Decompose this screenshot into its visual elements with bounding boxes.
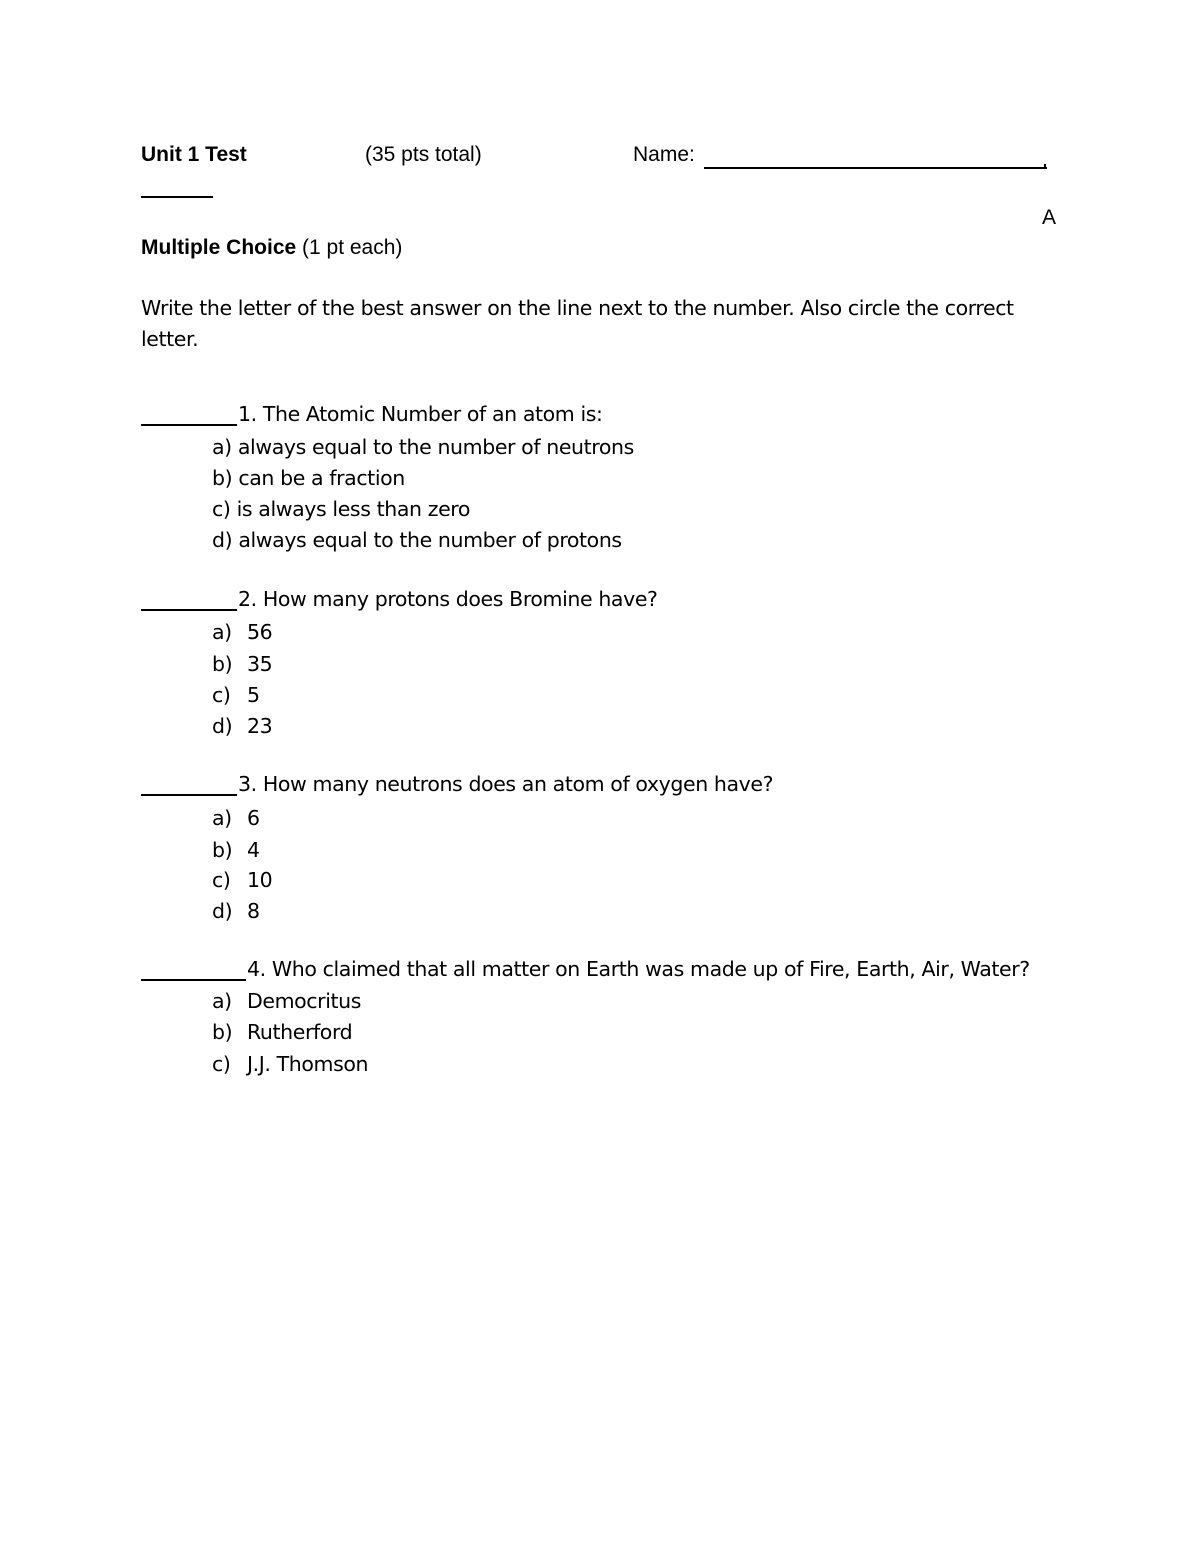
option-label: b) [212, 466, 233, 490]
option-label: b) [212, 838, 233, 862]
option-text: 10 [247, 868, 273, 892]
header-continuation-line [141, 196, 213, 198]
answer-line-q3[interactable] [143, 794, 237, 796]
section-heading [141, 236, 402, 260]
question-number: 2 [238, 587, 251, 611]
question-text: How many protons does Bromine have? [262, 587, 658, 611]
question-1: 1. The Atomic Number of an atom is: [238, 402, 603, 426]
q2-option-b[interactable] [212, 652, 272, 676]
answer-line-q1[interactable] [143, 424, 237, 426]
name-answer-line[interactable] [704, 167, 1047, 169]
name-line-dot [1044, 164, 1046, 167]
question-text: Who claimed that all matter on Earth was made up of Fire, Earth, Air, Water? [271, 957, 1030, 981]
option-label: b) [212, 1020, 233, 1044]
instructions-line-1: Write the letter of the best answer on the line next to the number. Also circle the correct [141, 296, 1014, 320]
q1-option-d[interactable] [212, 528, 622, 552]
question-number: 4 [247, 957, 260, 981]
q4-option-c[interactable] [212, 1052, 368, 1076]
option-text: is always less than zero [236, 497, 470, 521]
q1-option-b[interactable] [212, 466, 405, 490]
total-points: (35 pts total) [365, 143, 482, 166]
section-title: Multiple Choice [141, 236, 297, 259]
option-text: 5 [247, 683, 260, 707]
option-label: a) [212, 620, 232, 644]
option-text: always equal to the number of neutrons [237, 435, 634, 459]
option-label: c) [212, 497, 231, 521]
instructions-line-2: letter. [141, 327, 199, 351]
q3-option-c[interactable] [212, 868, 272, 892]
q4-option-b[interactable] [212, 1020, 352, 1044]
option-label: d) [212, 714, 233, 738]
option-label: b) [212, 652, 233, 676]
q1-option-c[interactable] [212, 497, 470, 521]
question-3: 3. How many neutrons does an atom of oxygen have? [238, 772, 774, 796]
version-letter: A [1042, 206, 1057, 229]
option-text: 8 [247, 899, 260, 923]
answer-line-q4[interactable] [143, 979, 246, 981]
question-number: 3 [238, 772, 251, 796]
question-text: The Atomic Number of an atom is: [262, 402, 603, 426]
option-text: 35 [247, 652, 273, 676]
test-title: Unit 1 Test [141, 143, 247, 166]
option-text: 56 [247, 620, 273, 644]
option-label: a) [212, 435, 232, 459]
q3-option-b[interactable] [212, 838, 260, 862]
q3-option-d[interactable] [212, 899, 260, 923]
option-text: can be a fraction [238, 466, 405, 490]
option-text: 6 [247, 806, 260, 830]
option-label: d) [212, 528, 233, 552]
q3-option-a[interactable] [212, 806, 260, 830]
option-text: always equal to the number of protons [238, 528, 622, 552]
q2-option-a[interactable] [212, 620, 272, 644]
answer-line-q2[interactable] [143, 609, 237, 611]
q1-option-a[interactable] [212, 435, 634, 459]
option-text: Democritus [247, 989, 362, 1013]
option-text: J.J. Thomson [247, 1052, 369, 1076]
question-2: 2. How many protons does Bromine have? [238, 587, 658, 611]
name-label: Name: [633, 143, 695, 166]
option-label: c) [212, 683, 231, 707]
q4-option-a[interactable] [212, 989, 361, 1013]
option-label: a) [212, 989, 232, 1013]
q2-option-d[interactable] [212, 714, 272, 738]
question-text: How many neutrons does an atom of oxygen have? [262, 772, 774, 796]
question-number: 1 [238, 402, 251, 426]
q2-option-c[interactable] [212, 683, 260, 707]
option-label: c) [212, 868, 231, 892]
option-text: 23 [247, 714, 273, 738]
option-label: d) [212, 899, 233, 923]
option-text: 4 [247, 838, 260, 862]
option-label: a) [212, 806, 232, 830]
section-points: (1 pt each) [296, 236, 403, 259]
option-text: Rutherford [247, 1020, 353, 1044]
question-4: 4. Who claimed that all matter on Earth was made up of Fire, Earth, Air, Water? [247, 957, 1030, 981]
option-label: c) [212, 1052, 231, 1076]
